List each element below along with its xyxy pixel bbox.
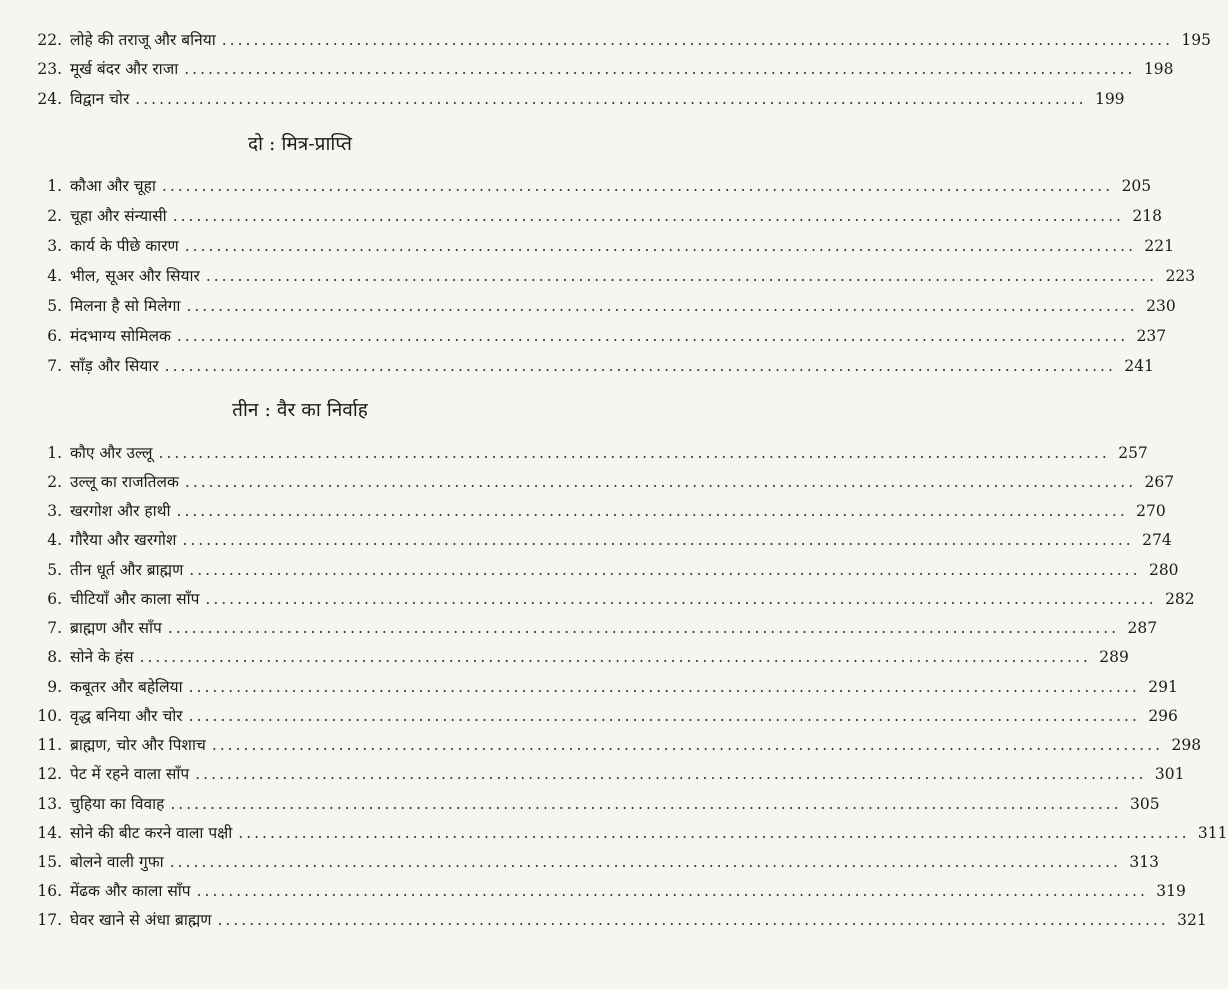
section-heading: दो : मित्र-प्राप्ति	[247, 133, 353, 155]
toc-entry	[30, 468, 1175, 496]
toc-entry	[30, 790, 1160, 818]
toc-entry	[30, 292, 1176, 320]
toc-entry	[30, 497, 1166, 525]
entry-number: 22.	[37, 31, 62, 49]
entry-title: मूर्ख बंदर और राजा	[70, 60, 179, 78]
entry-title: खरगोश और हाथी	[70, 502, 171, 520]
entry-page-number: 199	[1094, 90, 1125, 108]
toc-entry	[30, 702, 1178, 730]
entry-title: बोलने वाली गुफा	[70, 853, 164, 871]
entry-title: साँड़ और सियार	[70, 357, 159, 375]
toc-entry	[30, 322, 1167, 350]
toc-entry	[30, 585, 1195, 613]
entry-title: गौरैया और खरगोश	[70, 531, 177, 549]
dot-leader: ........................................................................................................................	[221, 31, 1173, 49]
entry-title: उल्लू का राजतिलक	[70, 473, 179, 491]
dot-leader: ........................................................................................................................	[195, 765, 1147, 783]
entry-number: 13.	[37, 795, 62, 813]
dot-leader: ........................................................................................................................	[184, 473, 1137, 491]
entry-number: 4.	[47, 267, 62, 285]
entry-number: 10.	[37, 707, 62, 725]
entry-page-number: 301	[1154, 765, 1185, 783]
entry-page-number: 237	[1136, 327, 1167, 345]
entry-title: लोहे की तराजू और बनिया	[70, 31, 216, 49]
entry-title: कार्य के पीछे कारण	[70, 237, 179, 255]
toc-entry	[30, 232, 1174, 260]
entry-number: 8.	[47, 648, 62, 666]
entry-title: घेवर खाने से अंधा ब्राह्मण	[70, 911, 212, 929]
toc-entry	[30, 26, 1211, 54]
dot-leader: ........................................................................................................................	[205, 590, 1157, 608]
entry-page-number: 298	[1171, 736, 1202, 754]
entry-number: 3.	[47, 502, 62, 520]
dot-leader: ........................................................................................................................	[238, 824, 1190, 842]
entry-number: 5.	[47, 297, 62, 315]
dot-leader: ........................................................................................................................	[164, 357, 1116, 375]
dot-leader: ........................................................................................................................	[158, 444, 1110, 462]
dot-leader: ........................................................................................................................	[189, 561, 1141, 579]
entry-page-number: 311	[1197, 824, 1228, 842]
entry-page-number: 319	[1156, 882, 1186, 900]
entry-number: 1.	[47, 444, 62, 462]
section-heading: तीन : वैर का निर्वाह	[232, 399, 368, 421]
dot-leader: ........................................................................................................................	[188, 707, 1140, 725]
entry-page-number: 218	[1132, 207, 1162, 225]
toc-entry	[30, 760, 1185, 788]
entry-page-number: 267	[1144, 473, 1175, 491]
entry-title: ब्राह्मण, चोर और पिशाच	[70, 736, 206, 754]
entry-number: 7.	[47, 619, 62, 637]
entry-title: सोने की बीट करने वाला पक्षी	[70, 824, 233, 842]
dot-leader: ........................................................................................................................	[176, 502, 1128, 520]
toc-entry	[30, 55, 1174, 83]
entry-number: 23.	[37, 60, 62, 78]
dot-leader: ........................................................................................................................	[135, 90, 1087, 108]
entry-page-number: 321	[1177, 911, 1207, 929]
toc-entry	[30, 614, 1158, 642]
entry-title: विद्वान चोर	[70, 90, 130, 108]
toc-entry	[30, 673, 1178, 701]
entry-number: 2.	[47, 473, 62, 491]
toc-entry	[30, 262, 1196, 290]
entry-number: 17.	[37, 911, 62, 929]
entry-number: 7.	[47, 357, 62, 375]
entry-number: 9.	[47, 678, 62, 696]
dot-leader: ........................................................................................................................	[169, 853, 1121, 871]
entry-title: वृद्ध बनिया और चोर	[70, 707, 183, 725]
entry-number: 24.	[37, 90, 62, 108]
dot-leader: ........................................................................................................................	[167, 619, 1120, 637]
entry-title: मंदभाग्य सोमिलक	[70, 327, 171, 345]
entry-page-number: 257	[1118, 444, 1148, 462]
dot-leader: ........................................................................................................................	[182, 531, 1134, 549]
entry-page-number: 270	[1136, 502, 1166, 520]
toc-entry	[30, 556, 1179, 584]
toc-entry	[30, 906, 1207, 934]
dot-leader: ........................................................................................................................	[184, 237, 1136, 255]
entry-title: पेट में रहने वाला साँप	[70, 765, 190, 783]
entry-page-number: 289	[1099, 648, 1129, 666]
dot-leader: ........................................................................................................................	[217, 911, 1169, 929]
toc-entry	[30, 439, 1148, 467]
dot-leader: ........................................................................................................................	[196, 882, 1148, 900]
dot-leader: ........................................................................................................................	[184, 60, 1136, 78]
entry-page-number: 305	[1130, 795, 1160, 813]
entry-title: ब्राह्मण और साँप	[70, 619, 162, 637]
entry-title: कौआ और चूहा	[70, 177, 156, 195]
entry-page-number: 313	[1129, 853, 1159, 871]
entry-page-number: 287	[1127, 619, 1158, 637]
dot-leader: ........................................................................................................................	[186, 297, 1138, 315]
entry-number: 14.	[37, 824, 62, 842]
dot-leader: ........................................................................................................................	[139, 648, 1091, 666]
dot-leader: ........................................................................................................................	[176, 327, 1129, 345]
toc-entry	[30, 877, 1186, 905]
toc-entry	[30, 352, 1154, 380]
entry-number: 1.	[47, 177, 62, 195]
entry-number: 3.	[47, 237, 62, 255]
entry-page-number: 296	[1148, 707, 1178, 725]
entry-title: कबूतर और बहेलिया	[70, 678, 183, 696]
entry-page-number: 282	[1165, 590, 1195, 608]
dot-leader: ........................................................................................................................	[172, 207, 1124, 225]
entry-page-number: 291	[1148, 678, 1178, 696]
toc-entry	[30, 731, 1202, 759]
entry-number: 5.	[47, 561, 62, 579]
entry-page-number: 230	[1146, 297, 1176, 315]
toc-entry	[30, 202, 1162, 230]
toc-entry	[30, 85, 1125, 113]
entry-title: चूहा और संन्यासी	[70, 207, 167, 225]
dot-leader: ........................................................................................................................	[205, 267, 1158, 285]
entry-page-number: 280	[1148, 561, 1179, 579]
entry-number: 6.	[47, 590, 62, 608]
entry-number: 4.	[47, 531, 62, 549]
toc-entry	[30, 172, 1152, 200]
entry-number: 6.	[47, 327, 62, 345]
toc-entry	[30, 643, 1129, 671]
entry-title: सोने के हंस	[70, 648, 134, 666]
entry-title: कौए और उल्लू	[70, 444, 153, 462]
dot-leader: ........................................................................................................................	[188, 678, 1140, 696]
entry-number: 2.	[47, 207, 62, 225]
entry-number: 15.	[37, 853, 62, 871]
entry-title: चीटियाँ और काला साँप	[70, 590, 200, 608]
entry-title: चुहिया का विवाह	[70, 795, 165, 813]
entry-number: 12.	[37, 765, 62, 783]
entry-page-number: 221	[1144, 237, 1174, 255]
entry-title: भील, सूअर और सियार	[70, 267, 200, 285]
dot-leader: ........................................................................................................................	[211, 736, 1164, 754]
entry-page-number: 198	[1143, 60, 1174, 78]
toc-entry	[30, 526, 1172, 554]
entry-number: 11.	[37, 736, 62, 754]
dot-leader: ........................................................................................................................	[161, 177, 1114, 195]
toc-entry	[30, 819, 1228, 847]
dot-leader: ........................................................................................................................	[170, 795, 1122, 813]
entry-page-number: 241	[1124, 357, 1154, 375]
toc-entry	[30, 848, 1159, 876]
entry-page-number: 205	[1121, 177, 1152, 195]
entry-title: तीन धूर्त और ब्राह्मण	[70, 561, 184, 579]
entry-page-number: 195	[1181, 31, 1211, 49]
entry-title: मेंढक और काला साँप	[70, 882, 191, 900]
entry-title: मिलना है सो मिलेगा	[70, 297, 181, 315]
entry-page-number: 223	[1165, 267, 1196, 285]
entry-number: 16.	[37, 882, 62, 900]
entry-page-number: 274	[1142, 531, 1172, 549]
